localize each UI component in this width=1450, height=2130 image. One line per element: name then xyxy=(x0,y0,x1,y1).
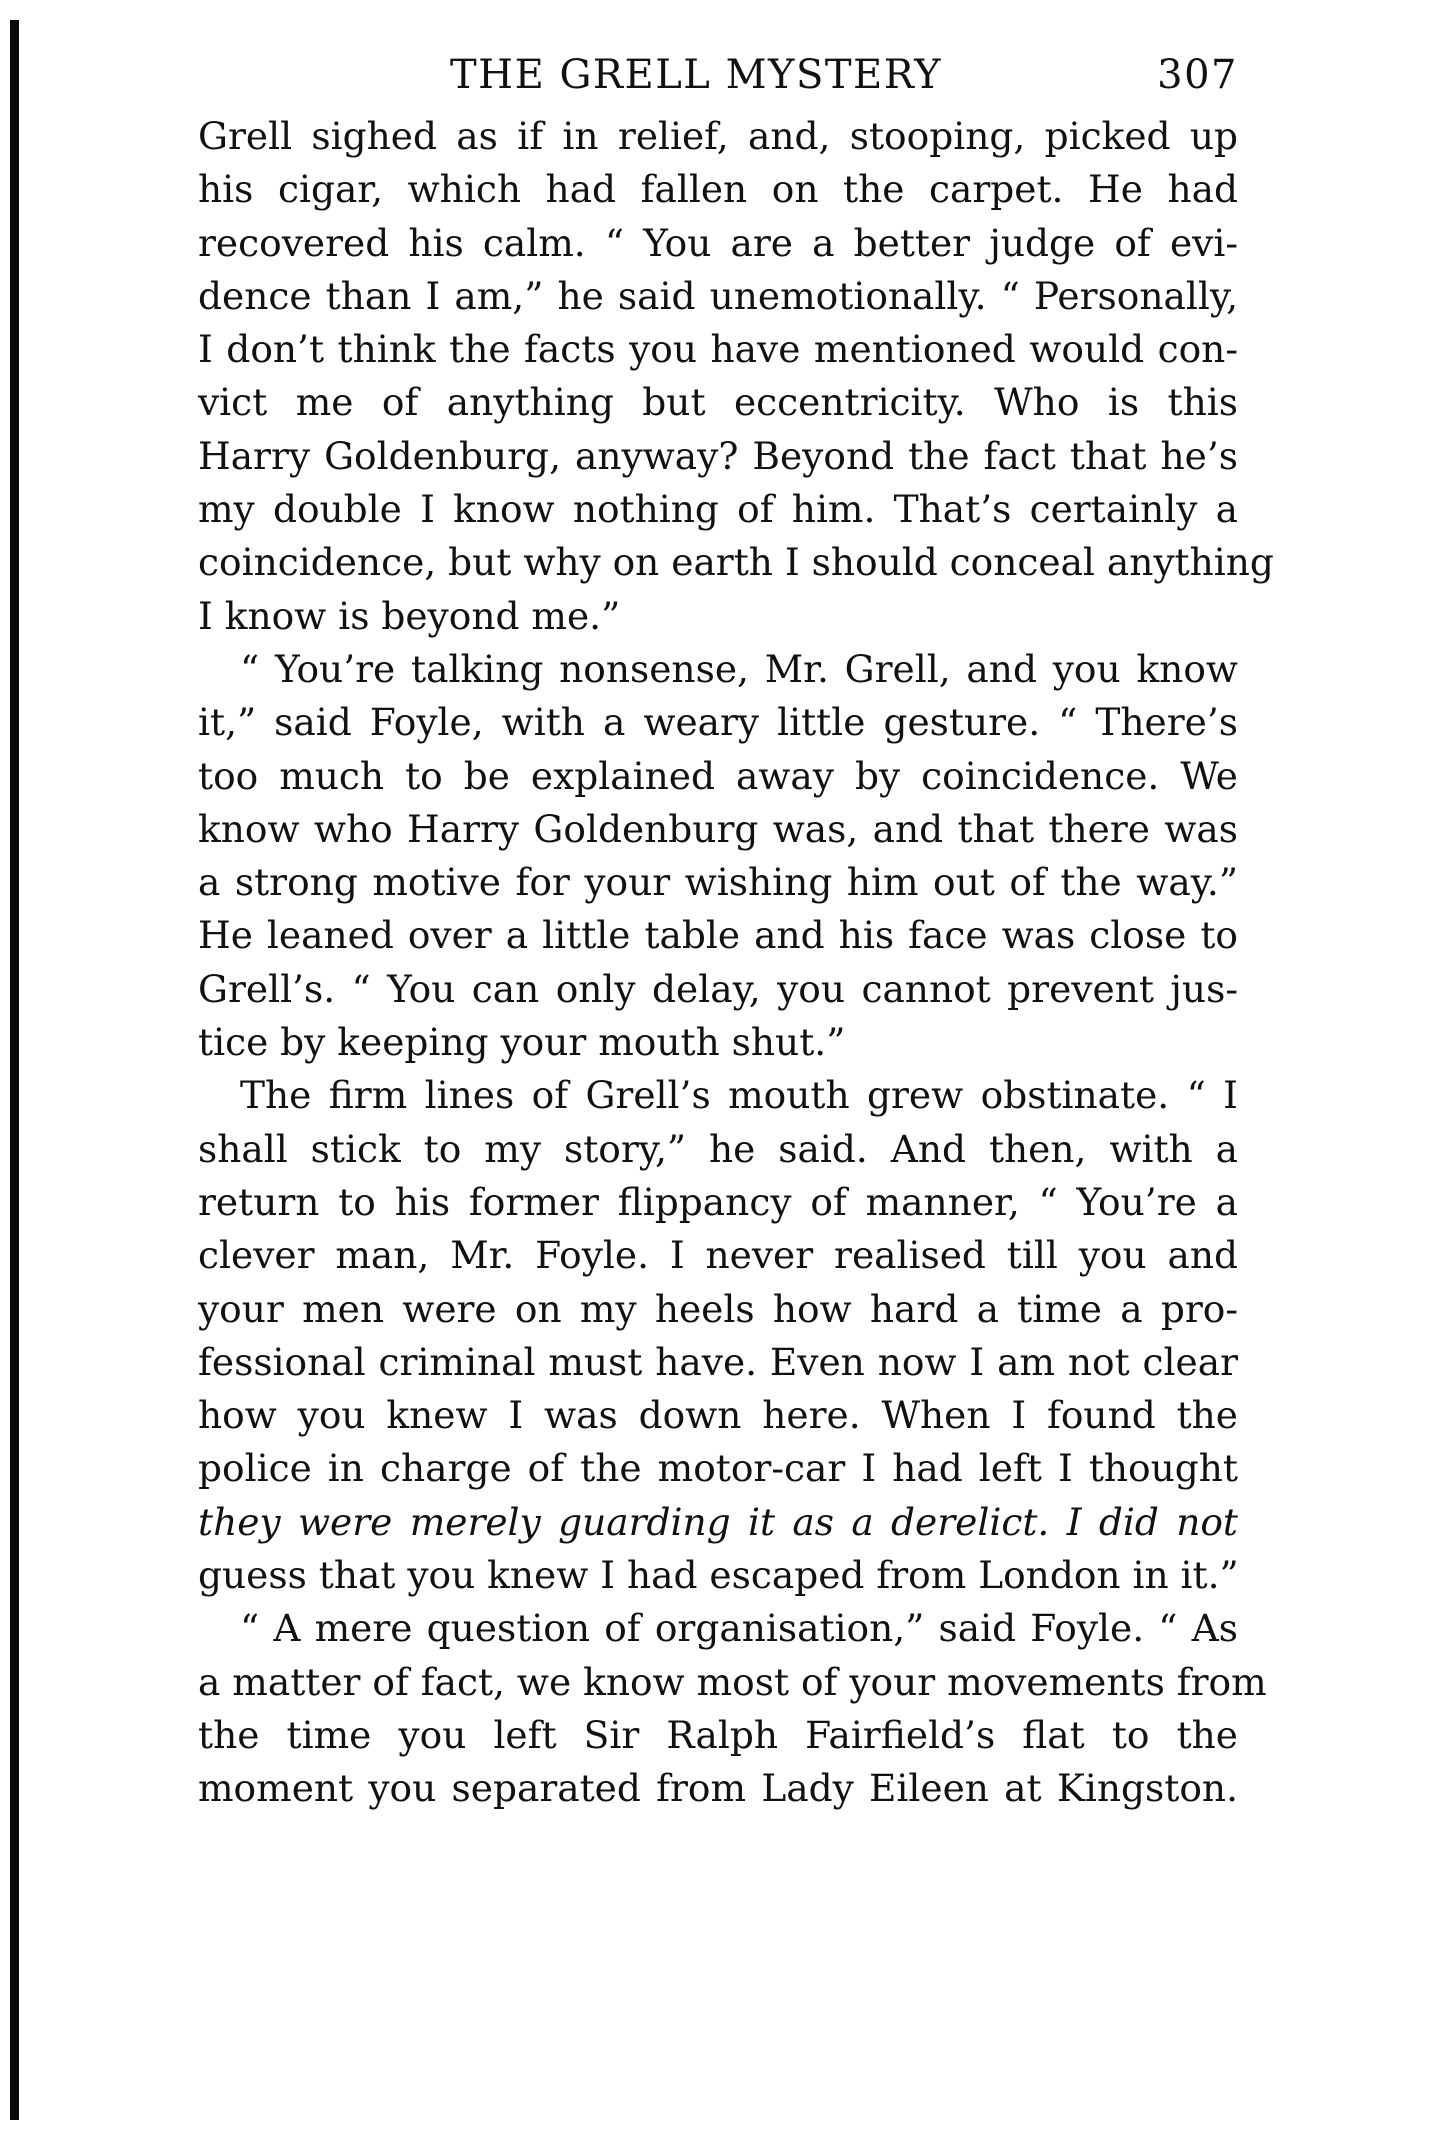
text-line: a strong motive for your wishing him out of the way.” xyxy=(198,860,1238,905)
text-line: return to his former flippancy of manner, “ You’re a xyxy=(198,1179,1238,1224)
text-line: Grell’s. “ You can only delay, you cannot prevent jus- xyxy=(198,966,1238,1011)
text-line: “ A mere question of organisation,” said Foyle. “ As xyxy=(240,1606,1238,1651)
text-line: moment you separated from Lady Eileen at Kingston. xyxy=(198,1766,1238,1811)
text-line: recovered his calm. “ You are a better judge of evi- xyxy=(198,220,1238,265)
text-line: fessional criminal must have. Even now I am not clear xyxy=(198,1339,1238,1384)
text-line: vict me of anything but eccentricity. Who is this xyxy=(198,380,1238,425)
page-number: 307 xyxy=(1157,52,1238,98)
text-line: your men were on my heels how hard a time a pro- xyxy=(198,1286,1238,1331)
text-line: “ You’re talking nonsense, Mr. Grell, and you know xyxy=(240,646,1238,691)
text-line: know who Harry Goldenburg was, and that there was xyxy=(198,806,1238,851)
text-line: The firm lines of Grell’s mouth grew obstinate. “ I xyxy=(240,1073,1238,1118)
running-head xyxy=(198,52,1238,110)
text-line: guess that you knew I had escaped from London in it.” xyxy=(198,1553,1239,1598)
text-line: He leaned over a little table and his face was close to xyxy=(198,913,1238,958)
text-line: shall stick to my story,” he said. And then, with a xyxy=(198,1126,1238,1171)
text-line: too much to be explained away by coincidence. We xyxy=(198,753,1238,798)
binding-shadow xyxy=(10,20,19,2120)
text-line: police in charge of the motor-car I had left I thought xyxy=(198,1446,1238,1491)
text-line: Harry Goldenburg, anyway? Beyond the fact that he’s xyxy=(198,433,1238,478)
running-title: THE GRELL MYSTERY xyxy=(450,52,943,98)
text-line: tice by keeping your mouth shut.” xyxy=(198,1020,846,1065)
text-line: the time you left Sir Ralph Fairfield’s flat to the xyxy=(198,1712,1238,1757)
body-text xyxy=(198,110,1274,1816)
text-line: coincidence, but why on earth I should conceal anything xyxy=(198,540,1274,585)
text-line: dence than I am,” he said unemotionally. “ Personally, xyxy=(198,273,1238,318)
text-line: I don’t think the facts you have mentioned would con- xyxy=(198,327,1238,372)
book-page xyxy=(198,52,1274,1816)
text-line: his cigar, which had fallen on the carpet. He had xyxy=(198,167,1238,212)
text-line: Grell sighed as if in relief, and, stooping, picked up xyxy=(198,114,1238,158)
text-line: it,” said Foyle, with a weary little gesture. “ There’s xyxy=(198,700,1238,745)
text-line: how you knew I was down here. When I found the xyxy=(198,1393,1238,1438)
text-line: my double I know nothing of him. That’s certainly a xyxy=(198,487,1238,532)
text-line: they were merely guarding it as a derelict. I did not xyxy=(198,1499,1238,1544)
text-line: a matter of fact, we know most of your movements from xyxy=(198,1659,1267,1704)
text-line: clever man, Mr. Foyle. I never realised till you and xyxy=(198,1233,1238,1278)
text-line: I know is beyond me.” xyxy=(198,593,621,638)
page-binding-edge xyxy=(0,0,22,2130)
